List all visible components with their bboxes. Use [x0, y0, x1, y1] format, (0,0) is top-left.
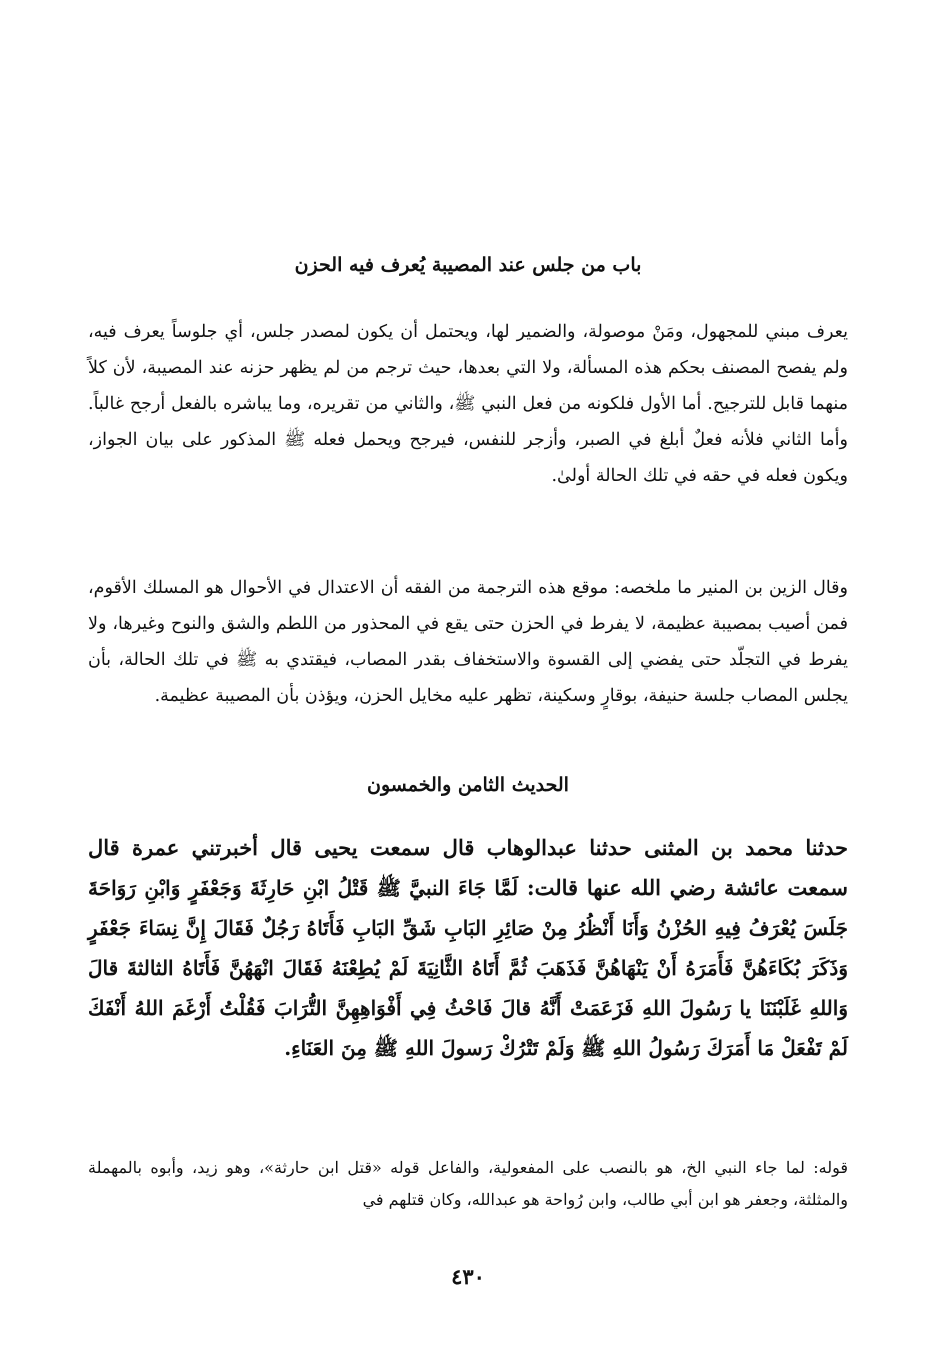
hadith-text	[88, 828, 848, 1068]
hadith-matn: لَمَّا جَاءَ النبيَّ ﷺ قَتْلُ ابْنِ حَارِثَةَ وَجَعْفَرٍ وَابْنِ رَوَاحَةَ جَلَسَ يُعْرَفُ فِيهِ الحُزْنُ وَأَنَا أَنْظُرُ مِنْ صَائِرِ البَابِ شَقِّ البَابِ فَأَتَاهُ رَجُلٌ فَقَالَ إِنَّ نِسَاءَ جَعْفَرٍ وَذَكَرَ بُكَاءَهُنَّ فَأَمَرَهُ أَنْ يَنْهَاهُنَّ فَذَهَبَ ثُمَّ أَتَاهُ الثَّانِيَةَ لَمْ يُطِعْنَهُ فَقَالَ انْهَهُنَّ فَأَتَاهُ الثالثةَ قالَ وَاللهِ غَلَبْنَنَا يا رَسُولَ اللهِ فَزَعَمَتْ أَنَّهُ قالَ فَاحْثُ فِي أَفْوَاهِهِنَّ التُّرَابَ فَقُلْتُ أَرْغَمَ اللهُ أَنْفَكَ لَمْ تَفْعَلْ مَا أَمَرَكَ رَسُولُ اللهِ ﷺ وَلَمْ تَتْرُكْ رَسولَ اللهِ ﷺ مِنَ العَنَاءِ.	[88, 876, 848, 1060]
hadith-title: الحديث الثامن والخمسون	[367, 774, 569, 796]
section-title: باب من جلس عند المصيبة يُعرف فيه الحزن	[294, 254, 642, 276]
footnote: قوله: لما جاء النبي الخ، هو بالنصب على المفعولية، والفاعل قوله «قتل ابن حارثة»، وهو زيد، وأبوه بالمهملة والمثلثة، وجعفر هو ابن أبي طالب، وابن رُواحة هو عبدالله، وكان قتلهم في	[88, 1158, 848, 1209]
hadith-isnad: حدثنا محمد بن المثنى حدثنا عبدالوهاب قال سمعت يحيى قال أخبرتني عمرة قال سمعت عائشة رضي الله عنها قالت:	[88, 835, 849, 900]
book-page	[88, 0, 848, 1372]
page-number: ٤٣٠	[451, 1264, 485, 1289]
commentary-paragraph: يعرف مبني للمجهول، ومَنْ موصولة، والضمير لها، ويحتمل أن يكون لمصدر جلس، أي جلوساً يعرف فيه، ولم يفصح المصنف بحكم هذه المسألة، ولا التي بعدها، حيث ترجم من لم يظهر حزنه عند المصيبة، لأن كلاً منهما قابل للترجيح. أما الأول فلكونه من فعل النبي ﷺ، والثاني من تقريره، وما يباشره بالفعل أرجح غالباً. وأما الثاني فلأنه فعلٌ أبلغ في الصبر، وأزجر للنفس، فيرجح ويحمل فعله ﷺ المذكور على بيان الجواز، ويكون فعله في حقه في تلك الحالة أولىٰ.	[88, 322, 848, 486]
commentary-paragraph: وقال الزين بن المنير ما ملخصه: موقع هذه الترجمة من الفقه أن الاعتدال في الأحوال هو المسلك الأقوم، فمن أصيب بمصيبة عظيمة، لا يفرط في الحزن حتى يقع في المحذور من اللطم والشق والنوح وغيرها، ولا يفرط في التجلّد حتى يفضي إلى القسوة والاستخفاف بقدر المصاب، فيقتدي به ﷺ في تلك الحالة، بأن يجلس المصاب جلسة حنيفة، بوقارٍ وسكينة، تظهر عليه مخايل الحزن، ويؤذن بأن المصيبة عظيمة.	[88, 578, 848, 706]
